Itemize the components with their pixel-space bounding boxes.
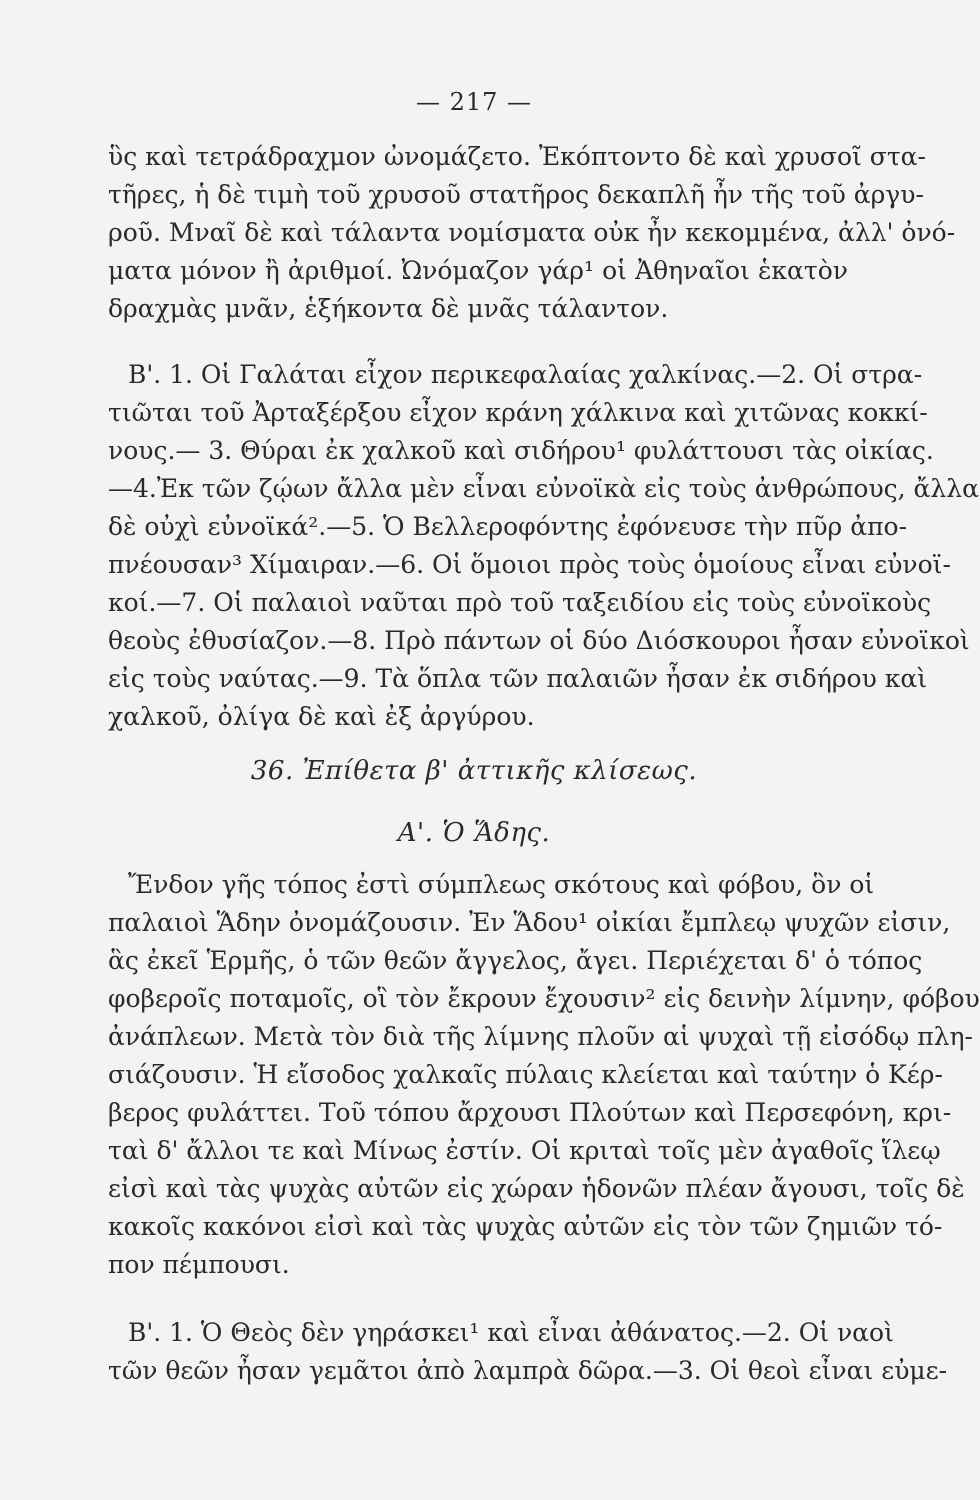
text-line: βερος φυλάττει. Τοῦ τόπου ἄρχουσι Πλούτων καὶ Περσεφόνη, κρι-	[108, 1098, 952, 1127]
page-number: — 217 —	[415, 88, 533, 116]
exercise-b2-sentences	[108, 1314, 948, 1390]
text-line: ἀνάπλεων. Μετὰ τὸν διὰ τῆς λίμνης πλοῦν αἱ ψυχαὶ τῇ εἰσόδῳ πλη-	[108, 1022, 973, 1051]
text-line: ταὶ δ' ἄλλοι τε καὶ Μίνως ἐστίν. Οἱ κριταὶ τοῖς μὲν ἀγαθοῖς ἵλεῳ	[108, 1136, 941, 1165]
text-line: δὲ οὐχὶ εὐνοϊκά².—5. Ὁ Βελλεροφόντης ἐφόνευσε τὴν πῦρ ἀπο-	[108, 512, 908, 541]
text-line: Β'. 1. Ὁ Θεὸς δὲν γηράσκει¹ καὶ εἶναι ἀθάνατος.—2. Οἱ ναοὶ	[128, 1318, 894, 1347]
text-line: —4.Ἐκ τῶν ζῴων ἄλλα μὲν εἶναι εὐνοϊκὰ εἰς τοὺς ἀνθρώπους, ἄλλα	[108, 474, 979, 503]
text-line: νους.— 3. Θύραι ἐκ χαλκοῦ καὶ σιδήρου¹ φυλάττουσι τὰς οἰκίας.	[108, 436, 934, 465]
text-line: τιῶται τοῦ Ἀρταξέρξου εἶχον κράνη χάλκινα καὶ χιτῶνας κοκκί-	[108, 398, 928, 427]
text-line: εἰσὶ καὶ τὰς ψυχὰς αὐτῶν εἰς χώραν ἡδονῶν πλέαν ἄγουσι, τοῖς δὲ	[108, 1174, 965, 1203]
text-line: τῶν θεῶν ἦσαν γεμᾶτοι ἀπὸ λαμπρὰ δῶρα.—3. Οἱ θεοὶ εἶναι εὐμε-	[108, 1356, 948, 1385]
text-line: ροῦ. Μναῖ δὲ καὶ τάλαντα νομίσματα οὐκ ἦν κεκομμένα, ἀλλ' ὀνό-	[108, 218, 956, 247]
text-line: ὓς καὶ τετράδραχμον ὠνομάζετο. Ἐκόπτοντο δὲ καὶ χρυσοῖ στα-	[108, 142, 927, 171]
text-line: ματα μόνον ἢ ἀριθμοί. Ὠνόμαζον γάρ¹ οἱ Ἀθηναῖοι ἑκατὸν	[108, 256, 848, 285]
text-line: θεοὺς ἐθυσίαζον.—8. Πρὸ πάντων οἱ δύο Διόσκουροι ἦσαν εὐνοϊκοὶ	[108, 626, 970, 655]
text-line: εἰς τοὺς ναύτας.—9. Τὰ ὅπλα τῶν παλαιῶν ἦσαν ἐκ σιδήρου καὶ	[108, 664, 928, 693]
text-line: τῆρες, ἡ δὲ τιμὴ τοῦ χρυσοῦ στατῆρος δεκαπλῆ ἦν τῆς τοῦ ἀργυ-	[108, 180, 924, 209]
text-line: φοβεροῖς ποταμοῖς, οἳ τὸν ἔκρουν ἔχουσιν² εἰς δεινὴν λίμνην, φόβου	[108, 984, 980, 1013]
text-line: κακοῖς κακόνοι εἰσὶ καὶ τὰς ψυχὰς αὐτῶν εἰς τὸν τῶν ζημιῶν τό-	[108, 1212, 943, 1241]
text-line: χαλκοῦ, ὀλίγα δὲ καὶ ἐξ ἀργύρου.	[108, 702, 535, 731]
text-line: δραχμὰς μνᾶν, ἑξήκοντα δὲ μνᾶς τάλαντον.	[108, 294, 669, 323]
paragraph-hades	[108, 866, 980, 1284]
text-line: ἃς ἐκεῖ Ἑρμῆς, ὁ τῶν θεῶν ἄγγελος, ἄγει. Περιέχεται δ' ὁ τόπος	[108, 946, 923, 975]
subsection-title: Α'. Ὁ Ἅδης.	[397, 818, 551, 848]
exercise-b-sentences	[108, 356, 979, 736]
text-line: σιάζουσιν. Ἡ εἴσοδος χαλκαῖς πύλαις κλείεται καὶ ταύτην ὁ Κέρ-	[108, 1060, 943, 1089]
text-line: κοί.—7. Οἱ παλαιοὶ ναῦται πρὸ τοῦ ταξειδίου εἰς τοὺς εὐνοϊκοὺς	[108, 588, 932, 617]
section-title: 36. Ἐπίθετα β' ἀττικῆς κλίσεως.	[250, 756, 698, 786]
text-line: πον πέμπουσι.	[108, 1250, 290, 1279]
paragraph-drachma	[108, 138, 956, 328]
text-line: παλαιοὶ Ἅδην ὀνομάζουσιν. Ἐν Ἅδου¹ οἰκίαι ἔμπλεῳ ψυχῶν εἰσιν,	[108, 908, 951, 937]
text-line: Ἔνδον γῆς τόπος ἐστὶ σύμπλεως σκότους καὶ φόβου, ὃν οἱ	[128, 870, 875, 899]
text-line: πνέουσαν³ Χίμαιραν.—6. Οἱ ὅμοιοι πρὸς τοὺς ὁμοίους εἶναι εὐνοϊ-	[108, 550, 951, 579]
text-line: Β'. 1. Οἱ Γαλάται εἶχον περικεφαλαίας χαλκίνας.—2. Οἱ στρα-	[128, 360, 923, 389]
